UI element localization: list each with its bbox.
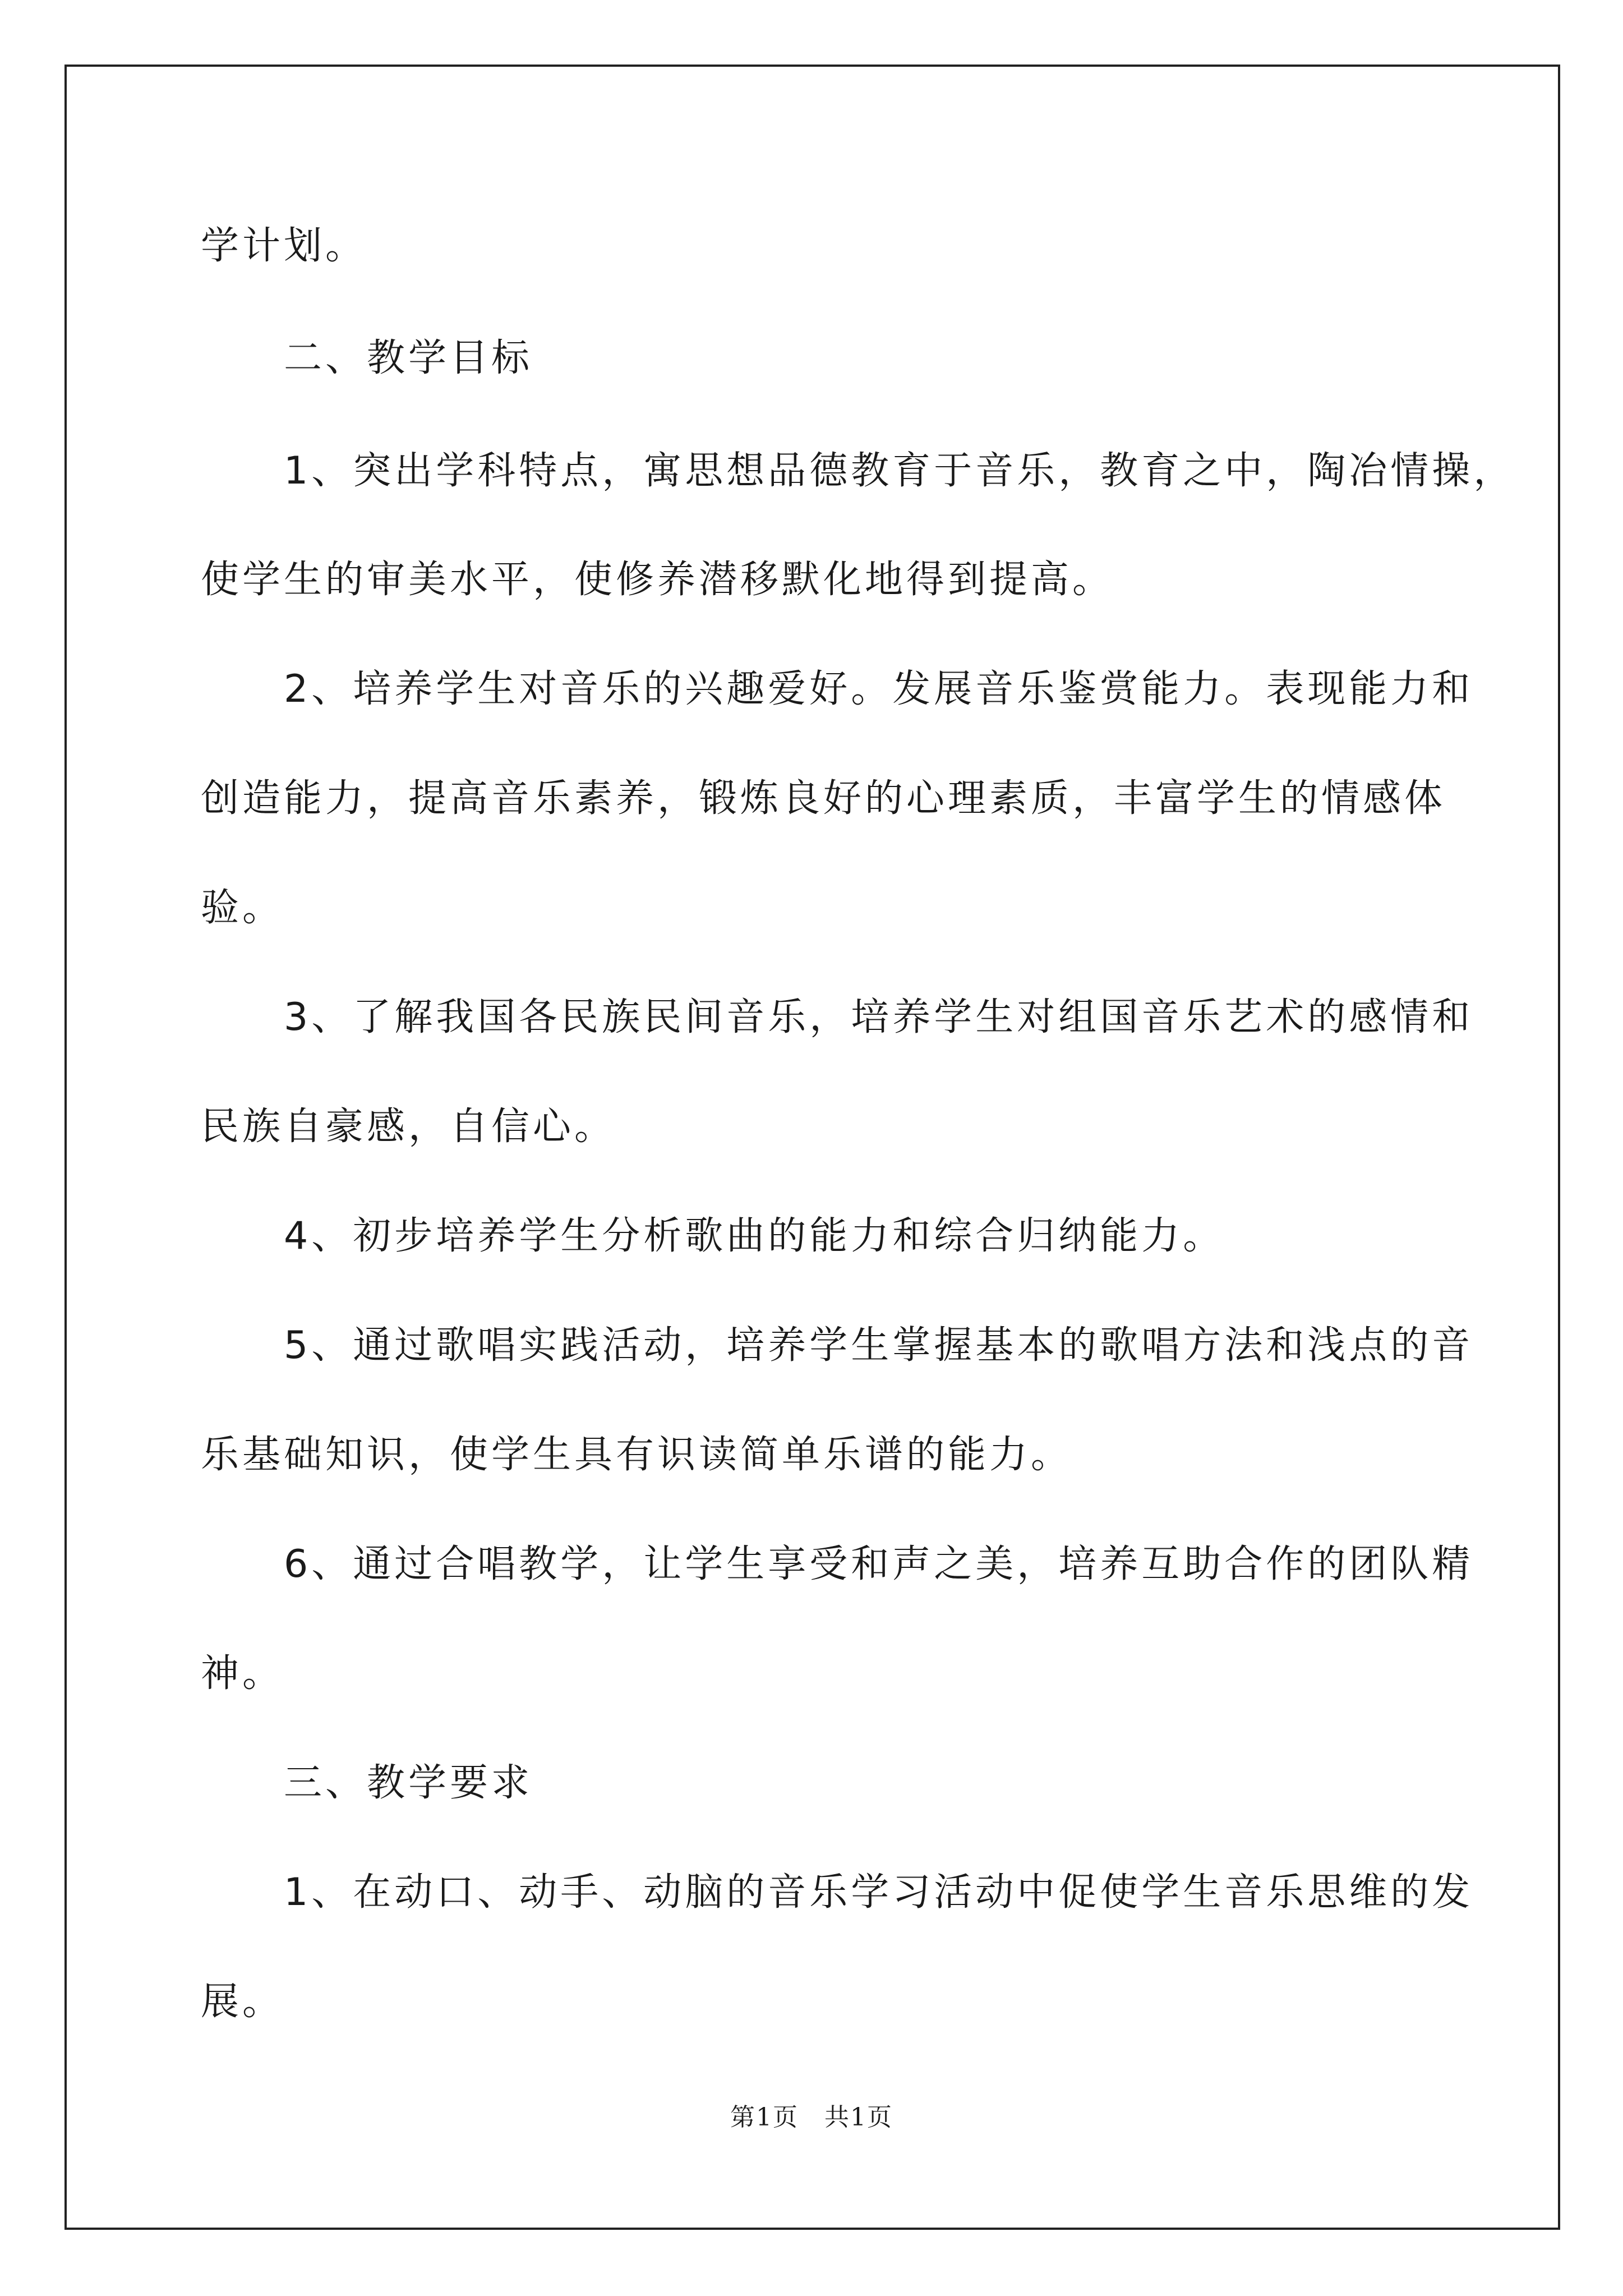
text-line: 3、了解我国各民族民间音乐，培养学生对组国音乐艺术的感情和 bbox=[201, 995, 1474, 1039]
page-footer: 第1页 共1页 bbox=[730, 2103, 893, 2132]
text-line: 神。 bbox=[201, 1651, 284, 1696]
text-line: 2、培养学生对音乐的兴趣爱好。发展音乐鉴赏能力。表现能力和 bbox=[201, 667, 1474, 711]
section-heading-objectives: 二、教学目标 bbox=[201, 336, 533, 380]
text-line: 5、通过歌唱实践活动，培养学生掌握基本的歌唱方法和浅点的音 bbox=[201, 1323, 1474, 1368]
text-line: 创造能力，提高音乐素养，锻炼良好的心理素质，丰富学生的情感体 bbox=[201, 776, 1446, 821]
text-line: 4、初步培养学生分析歌曲的能力和综合归纳能力。 bbox=[201, 1214, 1225, 1258]
text-line: 展。 bbox=[201, 1980, 284, 2024]
text-line: 1、突出学科特点，寓思想品德教育于音乐，教育之中，陶冶情操， bbox=[201, 449, 1515, 493]
text-line: 6、通过合唱教学，让学生享受和声之美，培养互助合作的团队精 bbox=[201, 1542, 1474, 1586]
text-line: 民族自豪感，自信心。 bbox=[201, 1105, 616, 1149]
text-line: 验。 bbox=[201, 886, 284, 930]
text-line: 使学生的审美水平，使修养潜移默化地得到提高。 bbox=[201, 558, 1114, 602]
section-heading-requirements: 三、教学要求 bbox=[201, 1761, 533, 1805]
text-line: 学计划。 bbox=[201, 224, 367, 268]
text-line: 1、在动口、动手、动脑的音乐学习活动中促使学生音乐思维的发 bbox=[201, 1870, 1474, 1915]
text-line: 乐基础知识，使学生具有识读简单乐谱的能力。 bbox=[201, 1433, 1073, 1477]
